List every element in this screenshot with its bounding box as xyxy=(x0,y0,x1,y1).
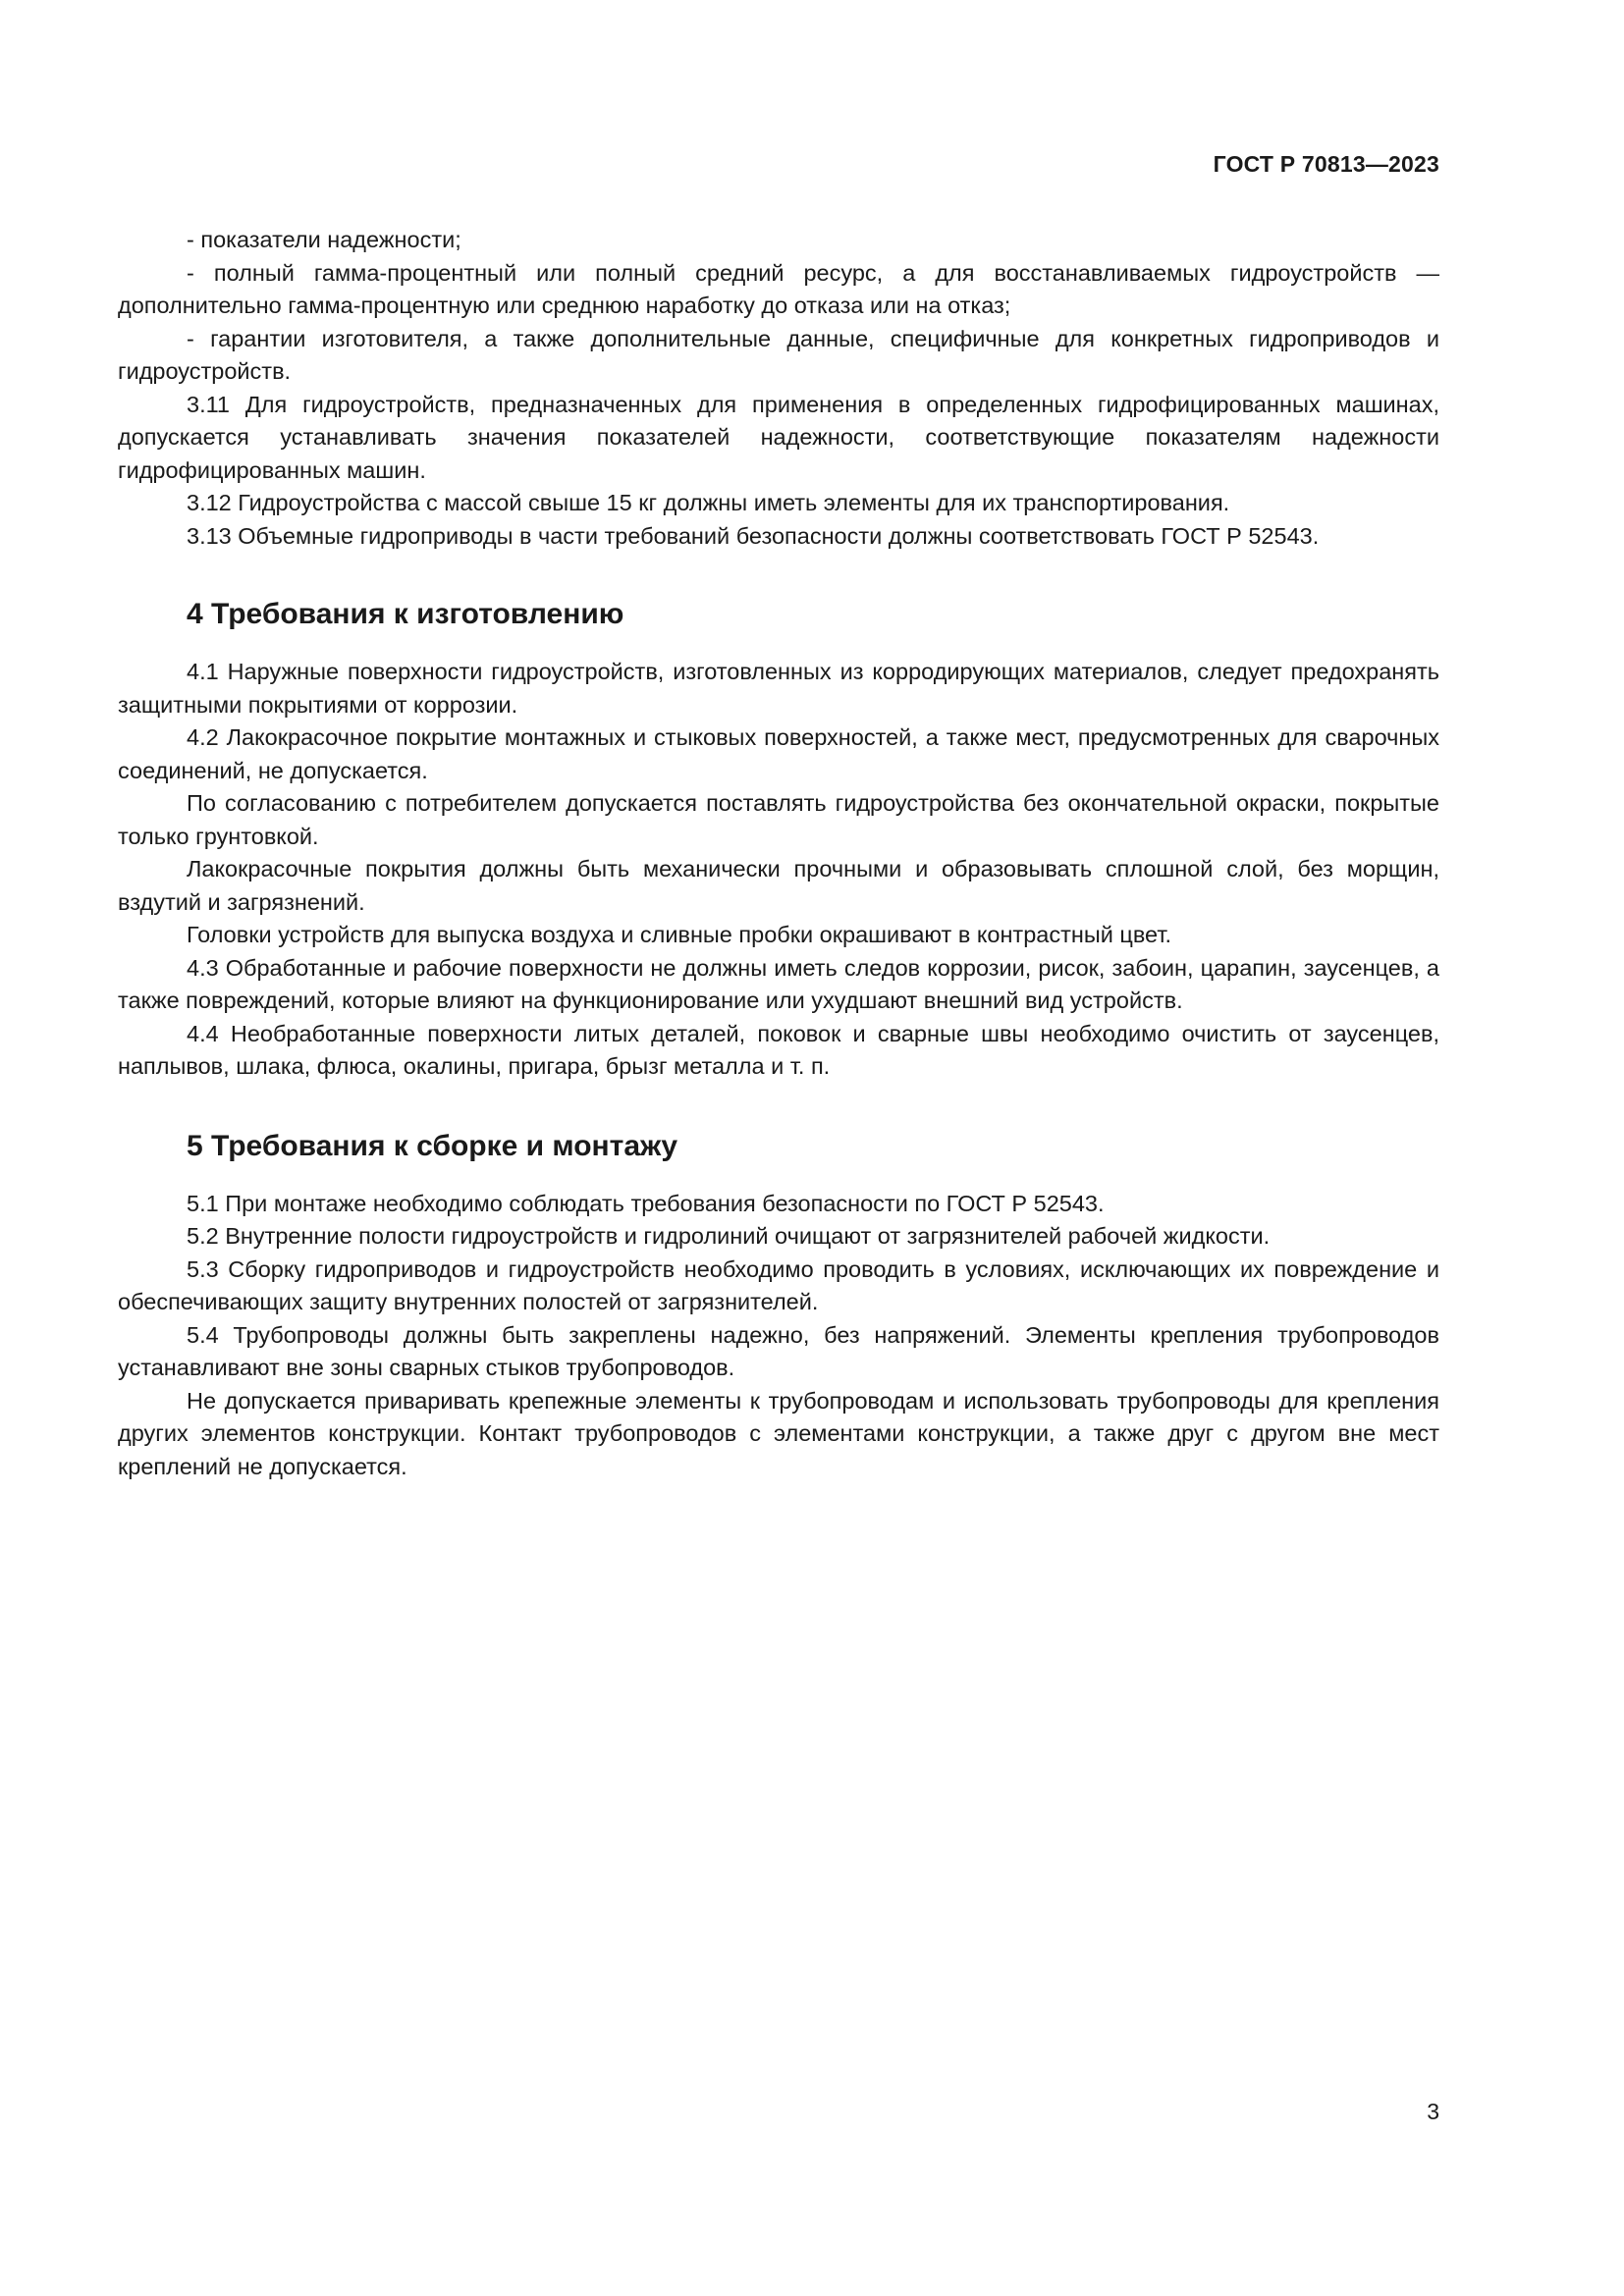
clause-4-1: 4.1 Наружные поверхности гидроустройств, изготовленных из корродирующих материалов, следует предохранять защитными покрытиями от коррозии. xyxy=(118,659,1439,718)
clause-4-3: 4.3 Обработанные и рабочие поверхности не должны иметь следов коррозии, рисок, забоин, царапин, заусенцев, а также повреждений, которые влияют на функционирование или ухудшают внешний вид устройств. xyxy=(118,954,1439,1013)
list-item-resource: - полный гамма-процентный или полный средний ресурс, а для восстанавливаемых гидроустройств — дополнительно гамма-процентную или среднюю наработку до отказа или на отказ; xyxy=(118,259,1439,318)
document-body xyxy=(118,224,1439,1483)
clause-4-4: 4.4 Необработанные поверхности литых деталей, поковок и сварные швы необходимо очистить от заусенцев, наплывов, шлака, флюса, окалины, пригара, брызг металла и т. п. xyxy=(118,1020,1439,1079)
clause-3-13: 3.13 Объемные гидроприводы в части требований безопасности должны соответствовать ГОСТ Р 52543. xyxy=(187,522,1320,549)
clause-4-2: 4.2 Лакокрасочное покрытие монтажных и стыковых поверхностей, а также мест, предусмотренных для сварочных соединений, не допускается. xyxy=(118,724,1439,783)
clause-5-4-para-2: Не допускается приваривать крепежные элементы к трубопроводам и использовать трубопроводы для крепления других элементов конструкции. Контакт трубопроводов с элементами конструкции, а также друг с другом вне мест креплений не допускается. xyxy=(118,1387,1439,1479)
section-4-title: 4 Требования к изготовлению xyxy=(187,598,624,630)
clause-3-12: 3.12 Гидроустройства с массой свыше 15 кг должны иметь элементы для их транспортирования. xyxy=(187,490,1230,515)
clause-4-2-para-2: По согласованию с потребителем допускается поставлять гидроустройства без окончательной окраски, покрытые только грунтовкой. xyxy=(118,790,1439,849)
clause-4-2-para-4: Головки устройств для выпуска воздуха и сливные пробки окрашивают в контрастный цвет. xyxy=(187,922,1172,947)
clause-5-3: 5.3 Сборку гидроприводов и гидроустройств необходимо проводить в условиях, исключающих их повреждение и обеспечивающих защиту внутренних полостей от загрязнителей. xyxy=(118,1255,1439,1314)
list-item-reliability: - показатели надежности; xyxy=(187,227,461,252)
clause-5-2: 5.2 Внутренние полости гидроустройств и гидролиний очищают от загрязнителей рабочей жидкости. xyxy=(187,1223,1271,1249)
section-5-title: 5 Требования к сборке и монтажу xyxy=(187,1129,678,1162)
page-number: 3 xyxy=(1427,2099,1439,2124)
list-item-warranty: - гарантии изготовителя, а также дополнительные данные, специфичные для конкретных гидроприводов и гидроустройств. xyxy=(118,325,1439,384)
clause-5-1: 5.1 При монтаже необходимо соблюдать требования безопасности по ГОСТ Р 52543. xyxy=(187,1190,1105,1216)
clause-5-4: 5.4 Трубопроводы должны быть закреплены надежно, без напряжений. Элементы крепления трубопроводов устанавливают вне зоны сварных стыков трубопроводов. xyxy=(118,1321,1439,1380)
clause-3-11: 3.11 Для гидроустройств, предназначенных для применения в определенных гидрофицированных машинах, допускается устанавливать значения показателей надежности, соответствующие показателям надежности гидрофицированных машин. xyxy=(118,391,1439,483)
clause-4-2-para-3: Лакокрасочные покрытия должны быть механически прочными и образовывать сплошной слой, без морщин, вздутий и загрязнений. xyxy=(118,856,1439,915)
document-code-header: ГОСТ Р 70813—2023 xyxy=(1213,151,1439,177)
